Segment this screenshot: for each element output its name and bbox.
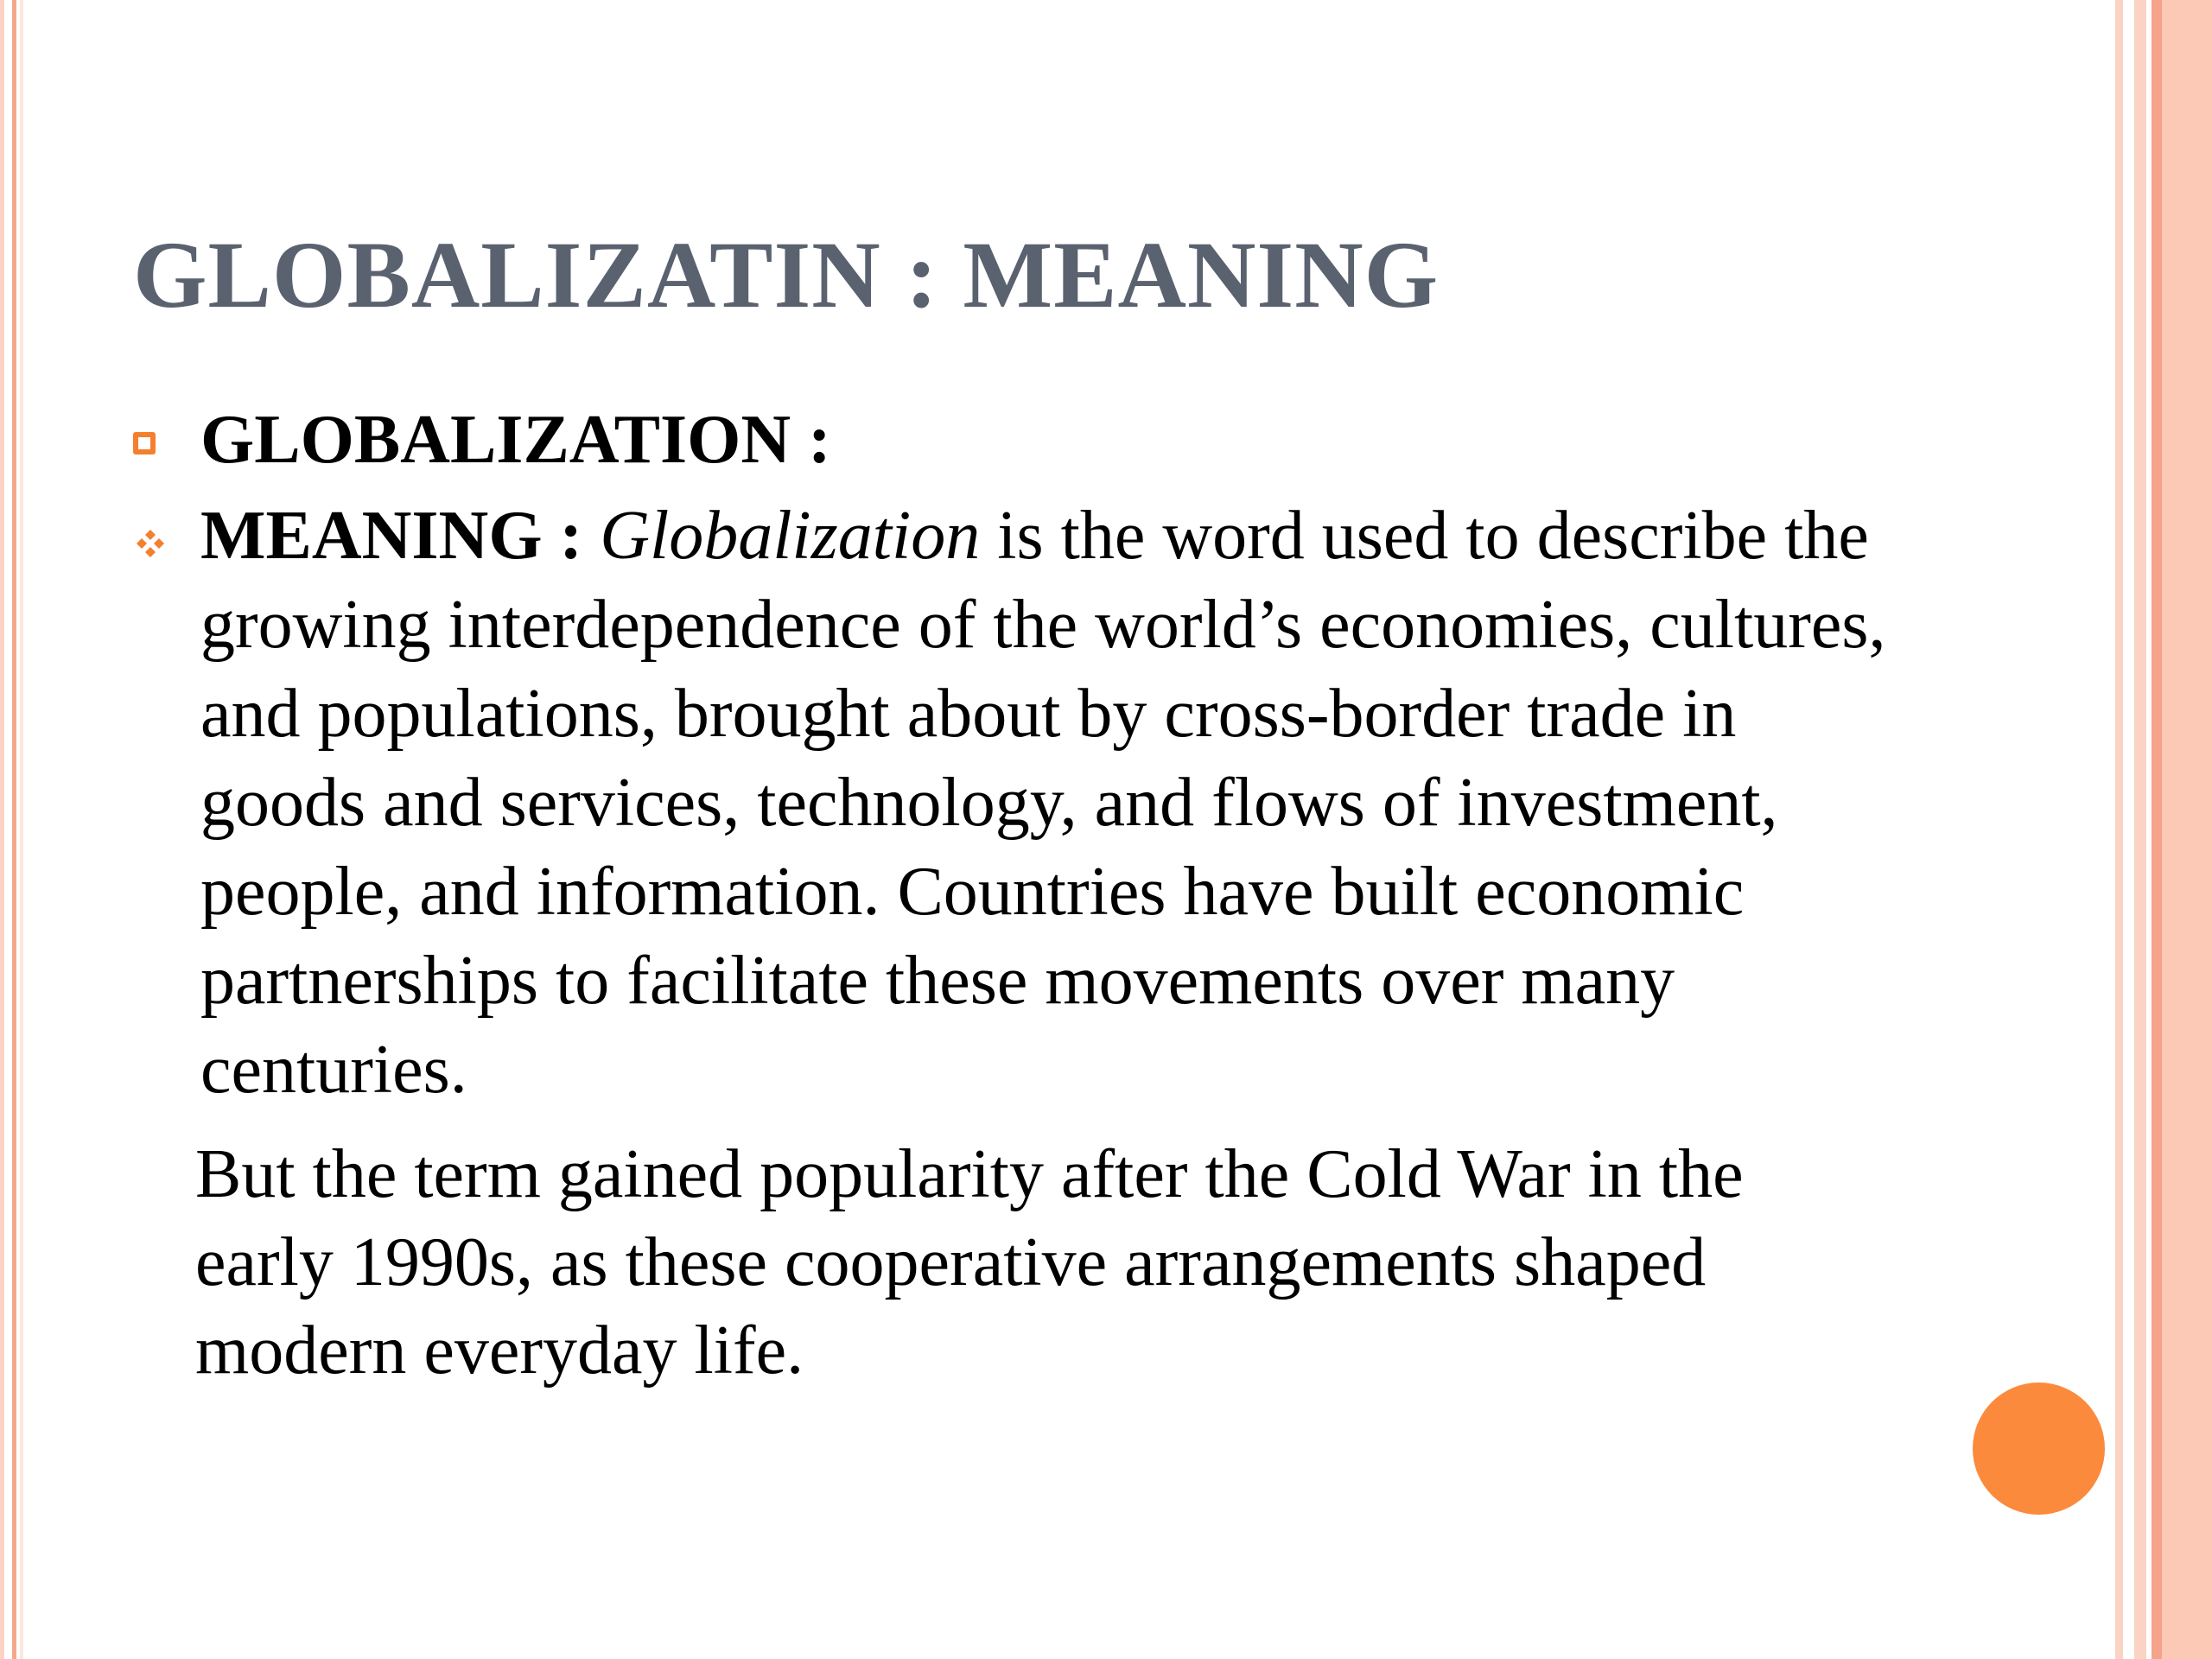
right-frame-stripe (2162, 0, 2212, 1659)
four-diamond-icon (133, 526, 168, 561)
term-globalization: Globalization (600, 498, 981, 574)
slide-title: GLOBALIZATIN : MEANING (133, 222, 1440, 327)
left-frame-stripe (12, 0, 16, 1659)
decorative-orange-circle (1973, 1382, 2105, 1515)
body-paragraph: But the term gained popularity after the Cold War in the early 1990s, as these cooperative arrangements shaped modern everyday life. (195, 1136, 1744, 1389)
left-frame-stripe (20, 0, 23, 1659)
slide-body (133, 396, 1913, 1395)
bullet-heading: MEANING : (200, 498, 583, 574)
bullet-heading: GLOBALIZATION : (200, 402, 831, 478)
left-frame-stripe (0, 0, 4, 1659)
square-outline-icon (133, 432, 156, 454)
right-frame-stripe (2115, 0, 2123, 1659)
bullet-item-globalization (133, 396, 1913, 485)
bullet-item-meaning (133, 492, 1913, 1115)
right-frame-stripe (2152, 0, 2162, 1659)
right-frame-stripe (2134, 0, 2146, 1659)
meaning-text: is the word used to describe the growing interdependence of the world’s economies, cultures, and populations, brought about by cross-border trade in goods and services, technology, and flows of investment, people, and information. Countries have built economic partnerships to facilitate these movements over many centuries. (200, 498, 1886, 1108)
